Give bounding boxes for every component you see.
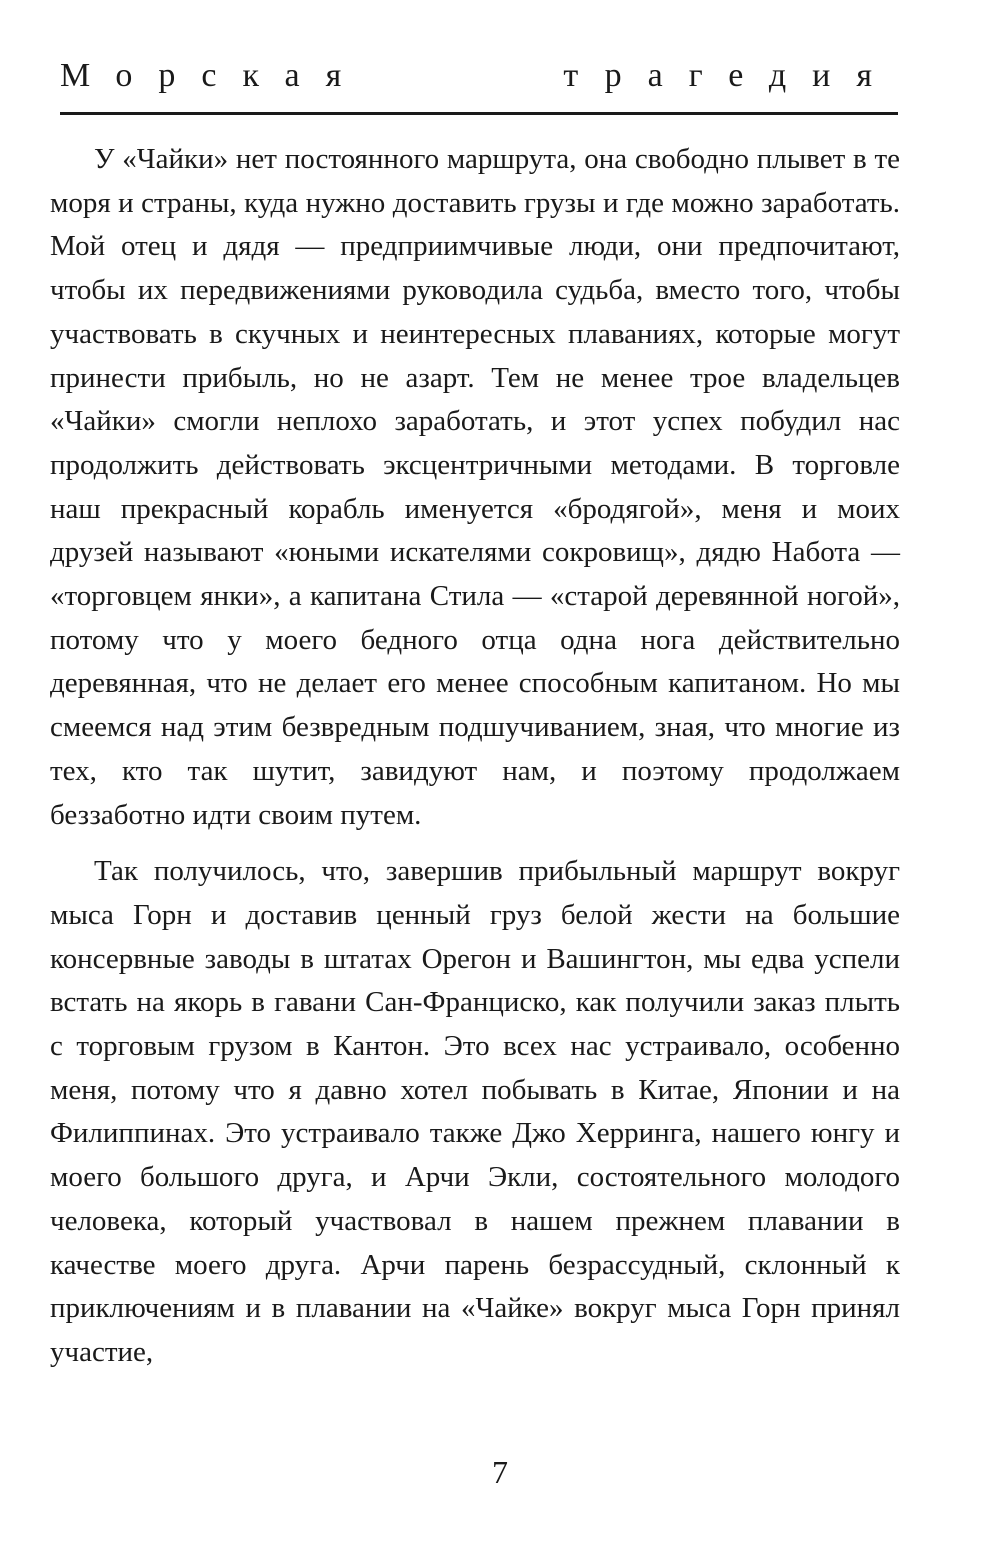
running-head (60, 52, 898, 100)
header-rule (60, 112, 898, 115)
page-number: 7 (492, 1454, 508, 1490)
body-text (50, 138, 900, 1375)
paragraph: Так получилось, что, завершив прибыльный маршрут вокруг мыса Горн и доставив ценный груз белой жести на большие консервные заводы в штатах Орегон и Вашингтон, мы едва успели встать на якорь в гавани Сан-Франциско, как получили заказ плыть с торговым грузом в Кантон. Это всех нас устраивало, особенно меня, потому что я давно хотел побывать в Китае, Японии и на Филиппинах. Это устраивало также Джо Херринга, нашего юнгу и моего большого друга, и Арчи Экли, состоятельного молодого человека, который участвовал в нашем прежнем плавании в качестве моего друга. Арчи парень безрассудный, склонный к приключениям и в плавании на «Чайке» вокруг мыса Горн принял участие, (50, 855, 900, 1368)
running-head-word-1: Морская (60, 57, 368, 94)
running-head-word-2: трагедия (563, 57, 898, 94)
paragraph: У «Чайки» нет постоянного маршрута, она свободно плывет в те моря и страны, куда нужно доставить грузы и где можно заработать. Мой отец и дядя — предприимчивые люди, они предпочитают, чтобы их передвижениями руководила судьба, вместо того, чтобы участвовать в скучных и неинтересных плаваниях, которые могут принести прибыль, но не азарт. Тем не менее трое владельцев «Чайки» смогли неплохо заработать, и этот успех побудил нас продолжить действовать эксцентричными методами. В торговле наш прекрасный корабль именуется «бродягой», меня и моих друзей называют «юными искателями сокровищ», дядю Набота — «торговцем янки», а капитана Стила — «старой деревянной ногой», потому что у моего бедного отца одна нога действительно деревянная, что не делает его менее способным капитаном. Но мы смеемся над этим безвредным подшучиванием, зная, что многие из тех, кто так шутит, завидуют нам, и поэтому продолжаем беззаботно идти своим путем. (50, 143, 900, 831)
